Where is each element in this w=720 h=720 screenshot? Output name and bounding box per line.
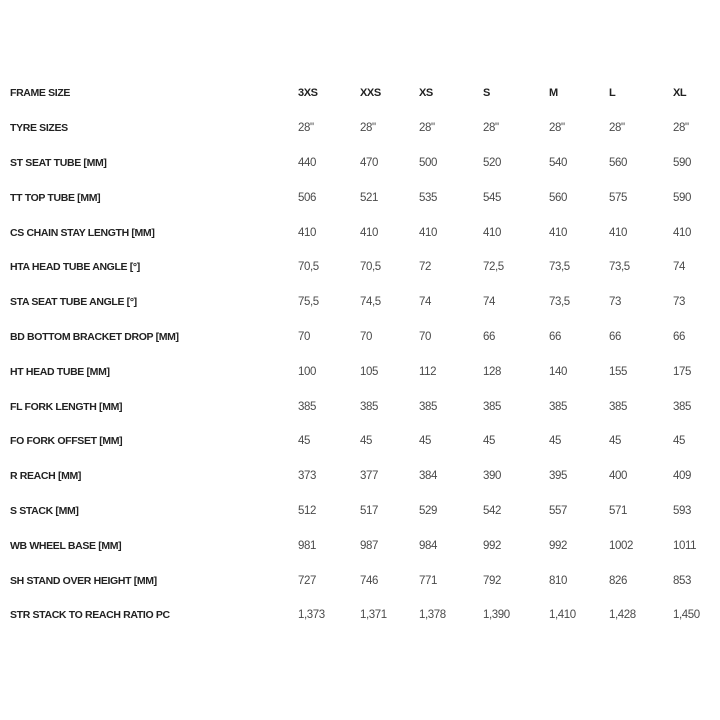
- table-cell: 45: [549, 435, 561, 448]
- table-row: [0, 598, 720, 633]
- table-cell: 28": [673, 122, 689, 135]
- table-cell: 45: [609, 435, 621, 448]
- table-cell: 155: [609, 365, 627, 378]
- table-cell: 1,378: [419, 609, 446, 622]
- row-label: TT TOP TUBE [MM]: [10, 191, 101, 204]
- table-cell: 66: [549, 330, 561, 343]
- table-row: [0, 424, 720, 459]
- table-cell: 853: [673, 574, 691, 587]
- table-cell: 410: [360, 226, 378, 239]
- table-cell: 984: [419, 539, 437, 552]
- table-cell: 571: [609, 504, 627, 517]
- table-cell: 45: [298, 435, 310, 448]
- size-header-3xs: 3XS: [298, 87, 318, 100]
- table-row: [0, 494, 720, 529]
- table-cell: 470: [360, 156, 378, 169]
- table-cell: 28": [360, 122, 376, 135]
- table-cell: 72,5: [483, 261, 504, 274]
- row-label: FL FORK LENGTH [MM]: [10, 400, 123, 413]
- table-row: [0, 285, 720, 320]
- row-label: BD BOTTOM BRACKET DROP [MM]: [10, 330, 179, 343]
- table-cell: 987: [360, 539, 378, 552]
- table-cell: 385: [360, 400, 378, 413]
- size-header-xs: XS: [419, 87, 433, 100]
- table-cell: 1011: [673, 539, 697, 552]
- table-cell: 70: [419, 330, 431, 343]
- table-cell: 73,5: [549, 261, 570, 274]
- row-label: HT HEAD TUBE [MM]: [10, 365, 110, 378]
- table-cell: 1,373: [298, 609, 325, 622]
- table-cell: 540: [549, 156, 567, 169]
- row-label: SH STAND OVER HEIGHT [MM]: [10, 574, 157, 587]
- table-cell: 529: [419, 504, 437, 517]
- table-cell: 440: [298, 156, 316, 169]
- table-cell: 74: [483, 296, 495, 309]
- table-cell: 384: [419, 470, 437, 483]
- table-cell: 45: [483, 435, 495, 448]
- size-header-s: S: [483, 87, 490, 100]
- row-label: S STACK [MM]: [10, 504, 79, 517]
- table-cell: 410: [298, 226, 316, 239]
- table-cell: 128: [483, 365, 501, 378]
- table-cell: 410: [673, 226, 691, 239]
- table-cell: 45: [360, 435, 372, 448]
- size-header-l: L: [609, 87, 616, 100]
- table-cell: 810: [549, 574, 567, 587]
- table-cell: 373: [298, 470, 316, 483]
- table-cell: 746: [360, 574, 378, 587]
- table-cell: 992: [549, 539, 567, 552]
- table-cell: 140: [549, 365, 567, 378]
- table-cell: 105: [360, 365, 378, 378]
- table-row: [0, 320, 720, 355]
- table-row: [0, 563, 720, 598]
- table-row: [0, 528, 720, 563]
- table-cell: 28": [483, 122, 499, 135]
- table-cell: 520: [483, 156, 501, 169]
- table-cell: 28": [298, 122, 314, 135]
- table-cell: 74: [419, 296, 431, 309]
- table-cell: 73: [609, 296, 621, 309]
- table-cell: 545: [483, 191, 501, 204]
- row-label: R REACH [MM]: [10, 470, 82, 483]
- table-cell: 377: [360, 470, 378, 483]
- table-cell: 557: [549, 504, 567, 517]
- table-cell: 385: [673, 400, 691, 413]
- table-row: [0, 111, 720, 146]
- table-row: [0, 250, 720, 285]
- table-cell: 28": [609, 122, 625, 135]
- header-row: [0, 76, 720, 111]
- table-cell: 385: [419, 400, 437, 413]
- table-cell: 517: [360, 504, 378, 517]
- table-cell: 28": [549, 122, 565, 135]
- table-cell: 175: [673, 365, 691, 378]
- table-cell: 590: [673, 156, 691, 169]
- geometry-table: [0, 76, 720, 633]
- table-row: [0, 354, 720, 389]
- row-label: ST SEAT TUBE [MM]: [10, 156, 107, 169]
- table-cell: 826: [609, 574, 627, 587]
- table-cell: 506: [298, 191, 316, 204]
- table-cell: 74: [673, 261, 685, 274]
- table-cell: 1,428: [609, 609, 636, 622]
- table-cell: 560: [609, 156, 627, 169]
- table-cell: 410: [419, 226, 437, 239]
- table-cell: 66: [673, 330, 685, 343]
- table-cell: 112: [419, 365, 437, 378]
- table-row: [0, 459, 720, 494]
- table-cell: 409: [673, 470, 691, 483]
- row-label: STR STACK TO REACH RATIO PC: [10, 609, 170, 622]
- table-cell: 75,5: [298, 296, 319, 309]
- table-cell: 73,5: [549, 296, 570, 309]
- table-cell: 590: [673, 191, 691, 204]
- table-cell: 70: [298, 330, 310, 343]
- table-cell: 73,5: [609, 261, 630, 274]
- header-label: FRAME SIZE: [10, 87, 71, 100]
- table-cell: 727: [298, 574, 316, 587]
- table-cell: 500: [419, 156, 437, 169]
- table-cell: 981: [298, 539, 316, 552]
- table-cell: 385: [298, 400, 316, 413]
- table-cell: 1,450: [673, 609, 700, 622]
- size-header-m: M: [549, 87, 558, 100]
- table-row: [0, 215, 720, 250]
- table-cell: 535: [419, 191, 437, 204]
- table-cell: 1,371: [360, 609, 387, 622]
- table-row: [0, 389, 720, 424]
- table-cell: 593: [673, 504, 691, 517]
- row-label: HTA HEAD TUBE ANGLE [°]: [10, 261, 140, 274]
- size-header-xxs: XXS: [360, 87, 381, 100]
- row-label: STA SEAT TUBE ANGLE [°]: [10, 296, 137, 309]
- table-cell: 70,5: [298, 261, 319, 274]
- table-cell: 400: [609, 470, 627, 483]
- table-cell: 542: [483, 504, 501, 517]
- table-cell: 1,390: [483, 609, 510, 622]
- table-cell: 28": [419, 122, 435, 135]
- table-cell: 560: [549, 191, 567, 204]
- table-cell: 771: [419, 574, 437, 587]
- table-cell: 575: [609, 191, 627, 204]
- table-cell: 410: [549, 226, 567, 239]
- table-cell: 1,410: [549, 609, 576, 622]
- table-cell: 70,5: [360, 261, 381, 274]
- table-cell: 1002: [609, 539, 633, 552]
- table-cell: 385: [483, 400, 501, 413]
- table-cell: 410: [609, 226, 627, 239]
- table-cell: 390: [483, 470, 501, 483]
- table-cell: 45: [673, 435, 685, 448]
- table-cell: 72: [419, 261, 431, 274]
- table-cell: 395: [549, 470, 567, 483]
- row-label: FO FORK OFFSET [MM]: [10, 435, 123, 448]
- table-cell: 385: [609, 400, 627, 413]
- table-row: [0, 146, 720, 181]
- row-label: WB WHEEL BASE [MM]: [10, 539, 122, 552]
- table-cell: 73: [673, 296, 685, 309]
- table-cell: 66: [483, 330, 495, 343]
- table-cell: 66: [609, 330, 621, 343]
- table-cell: 410: [483, 226, 501, 239]
- table-cell: 512: [298, 504, 316, 517]
- row-label: TYRE SIZES: [10, 122, 68, 135]
- table-cell: 992: [483, 539, 501, 552]
- row-label: CS CHAIN STAY LENGTH [MM]: [10, 226, 155, 239]
- table-cell: 100: [298, 365, 316, 378]
- table-cell: 521: [360, 191, 378, 204]
- table-cell: 792: [483, 574, 501, 587]
- table-cell: 74,5: [360, 296, 381, 309]
- table-cell: 70: [360, 330, 372, 343]
- table-cell: 45: [419, 435, 431, 448]
- size-header-xl: XL: [673, 87, 687, 100]
- table-cell: 385: [549, 400, 567, 413]
- table-row: [0, 180, 720, 215]
